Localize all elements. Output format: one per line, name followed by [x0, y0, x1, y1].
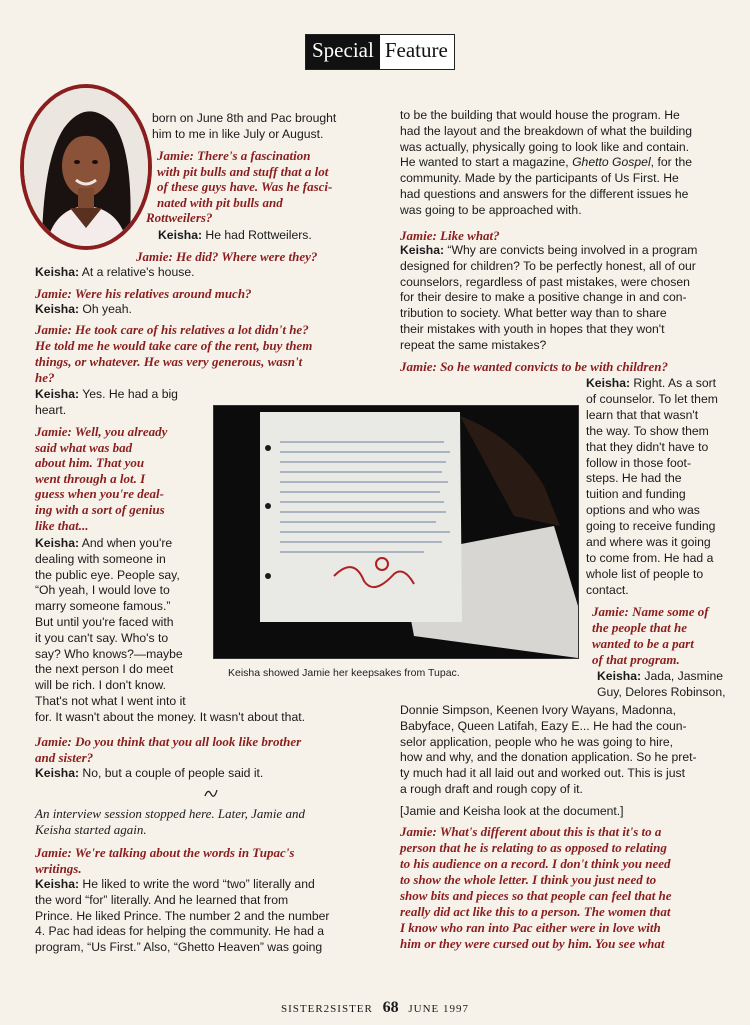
text-line: steps. He had the [586, 471, 682, 486]
text-line: community. Made by the participants of Us First. He [400, 171, 679, 186]
magazine-title: Ghetto Gospel [572, 155, 651, 170]
speaker-keisha: Keisha: [35, 536, 80, 550]
speaker-keisha: Keisha: [35, 877, 80, 891]
text-line: with pit bulls and stuff that a lot [157, 163, 329, 179]
question-where [136, 249, 376, 265]
text-line: follow in those foot- [586, 455, 692, 470]
text-line: whole list of people to [586, 566, 704, 581]
text-line: Donnie Simpson, Keenen Ivory Wayans, Madonna, [400, 703, 676, 717]
text-line: options and who was [586, 503, 700, 518]
question-relatives [35, 286, 385, 302]
text-line: him or they were cursed out by him. You see what [400, 936, 665, 951]
question-people [592, 604, 747, 668]
answer-text: Yes. He had a big [79, 387, 178, 401]
text-line: really did act like this to a person. The women that [400, 904, 671, 919]
page-footer [0, 999, 750, 1017]
issue-date: JUNE 1997 [408, 1003, 469, 1015]
text-line: going to receive funding [586, 519, 716, 534]
text-line: Jamie: Like what? [400, 228, 500, 243]
text-line: the way. To show them [586, 423, 709, 438]
answer-text: He had Rottweilers. [202, 228, 312, 242]
text-line: say? Who knows?—maybe [35, 646, 183, 661]
text-line: Jamie: So he wanted convicts to be with children? [400, 359, 668, 374]
text-line: program, “Us First.” Also, “Ghetto Heaven” was going [35, 940, 323, 955]
text-line: ty much had it all laid out and worked out. This is just [400, 766, 685, 781]
question-convicts-children [400, 359, 745, 375]
right-column-intro [400, 108, 745, 219]
text-line: born on June 8th and Pac brought [152, 111, 337, 125]
text-line: the next person I do meet [35, 662, 174, 677]
text-line: the people that he [592, 620, 687, 635]
question-genius [35, 424, 210, 533]
text-line: Guy, Delores Robinson, [597, 684, 726, 699]
text-line: He told me he would take care of the rent, buy them [35, 338, 313, 353]
text-line: he? [35, 370, 55, 385]
text-line: He wanted to start a magazine, [400, 155, 573, 170]
answer-text: And when you're [79, 536, 173, 550]
text-line: “Oh yeah, I would love to [35, 583, 170, 598]
text-line: Jamie: Well, you already [35, 424, 168, 439]
text-line: had the layout and the breakdown of what the building [400, 123, 693, 138]
text-line: things, or whatever. He was very generous, wasn't [35, 354, 303, 369]
speaker-keisha: Keisha: [586, 376, 631, 390]
speaker-keisha: Keisha: [35, 387, 80, 401]
speaker-keisha: Keisha: [35, 265, 80, 279]
section-header [305, 34, 455, 70]
text-line: Prince. He liked Prince. The number 2 and the number [35, 908, 330, 923]
speaker-keisha: Keisha: [158, 228, 203, 242]
answer-names [597, 669, 747, 701]
text-line: show bits and pieces so that people can feel that he [400, 888, 672, 903]
text-line: about him. That you [35, 455, 145, 471]
photo-caption: Keisha showed Jamie her keepsakes from Tupac. [228, 667, 460, 679]
text-line: heart. [35, 402, 67, 417]
text-line: will be rich. I don't know. [35, 678, 167, 693]
text-line: , for the [650, 155, 692, 170]
text-line: designed for children? To be perfectly honest, all of our [400, 258, 696, 273]
text-line: Jamie: There's a fascination [157, 148, 311, 163]
text-line: was going to be approached with. [400, 202, 582, 217]
question-generous [35, 322, 387, 386]
text-line: That's not what I went into it [35, 693, 186, 708]
text-line: Jamie: What's different about this is that it's to a [400, 824, 662, 839]
text-line: Jamie: We're talking about the words in Tupac's [35, 845, 295, 860]
bracket-note [400, 804, 745, 820]
answer-text: No, but a couple of people said it. [79, 766, 264, 780]
text-line: tribution to society. What better way than to share [400, 306, 667, 321]
speaker-keisha: Keisha: [35, 302, 80, 316]
text-line: the public eye. People say, [35, 567, 180, 582]
page-number: 68 [382, 999, 399, 1016]
text-line: how and why, and the donation application. So he pret- [400, 750, 697, 765]
answer-text: Jada, Jasmine [641, 669, 723, 683]
answer-big-heart [35, 387, 205, 418]
text-line: repeat the same mistakes? [400, 337, 547, 352]
text-line: of counselor. To let them [586, 391, 718, 406]
text-line: An interview session stopped here. Later, Jamie and [35, 806, 305, 821]
text-line: was actually, physically going to look like and contain. [400, 139, 690, 154]
text-line: [Jamie and Keisha look at the document.] [400, 804, 624, 818]
question-like-what [400, 228, 740, 244]
answer-counselor [586, 376, 746, 599]
text-line: to his audience on a record. I don't think you need [400, 856, 671, 871]
text-line: it you can't say. Who's to [35, 630, 169, 645]
text-line: had questions and answers for the different issues he [400, 186, 689, 201]
letter-photo [213, 405, 579, 659]
question-writings [35, 845, 387, 876]
text-line: But until you're faced with [35, 614, 174, 629]
speaker-keisha: Keisha: [597, 669, 642, 683]
question-letter [400, 824, 748, 952]
question-brother-sister [35, 734, 387, 765]
answer-rottweilers [158, 228, 378, 244]
text-line: that they didn't have to [586, 439, 709, 454]
text-line: Keisha started again. [35, 821, 147, 837]
text-line: writings. [35, 860, 82, 876]
section-break-ornament-icon [203, 786, 219, 800]
text-line: to be the building that would house the program. He [400, 108, 680, 122]
text-line: and where was it going [586, 535, 711, 550]
answer-names-continued [400, 703, 745, 798]
text-line: selor application, people who he was going to hire, [400, 734, 674, 749]
text-line: their mistakes with youth in hopes that they won't [400, 321, 665, 336]
text-line: marry someone famous.” [35, 599, 171, 614]
text-line: said what was bad [35, 439, 133, 455]
text-line: contact. [586, 582, 629, 597]
text-line: Jamie: Do you think that you all look like brother [35, 734, 302, 749]
text-line: to come from. He had a [586, 550, 714, 565]
magazine-name: SISTER2SISTER [281, 1003, 373, 1015]
answer-text: At a relative's house. [79, 265, 195, 279]
text-line: a rough draft and rough copy of it. [400, 781, 583, 796]
text-line: learn that that wasn't [586, 407, 699, 422]
speaker-keisha: Keisha: [400, 243, 445, 257]
text-line: him to me in like July or August. [152, 126, 324, 141]
answer-two-for [35, 877, 390, 956]
text-line: counselors, regardless of past mistakes, were chosen [400, 274, 690, 289]
text-line: dealing with someone in [35, 551, 166, 566]
text-line: of these guys have. Was he fasci- [157, 179, 333, 194]
text-line: the word “for” literally. And he learned that from [35, 892, 289, 907]
left-column-top [152, 111, 382, 142]
text-line: ing with a sort of genius [35, 501, 165, 517]
speaker-keisha: Keisha: [35, 766, 80, 780]
text-line: for. It wasn't about the money. It wasn't about that. [35, 709, 305, 724]
text-line: wanted to be a part [592, 636, 694, 651]
text-line: Babyface, Queen Latifah, Eazy E... He had the coun- [400, 718, 687, 733]
text-line: Jamie: Name some of [592, 604, 709, 619]
answer-convicts [400, 243, 745, 354]
text-line: Rottweilers? [146, 210, 213, 225]
text-line: nated with pit bulls and [157, 194, 283, 210]
header-special: Special [306, 35, 380, 69]
answer-text: Oh yeah. [79, 302, 132, 316]
text-line: Jamie: He took care of his relatives a lot didn't he? [35, 322, 309, 337]
text-line: to show the whole letter. I think you just need to [400, 872, 657, 887]
text-line: like that... [35, 517, 89, 533]
answer-text: “Why are convicts being involved in a program [444, 243, 698, 257]
text-line: Jamie: Were his relatives around much? [35, 286, 252, 301]
text-line: went through a lot. I [35, 470, 146, 486]
answer-text: He liked to write the word “two” literally and [79, 877, 315, 891]
text-line: I know who ran into Pac either were in love with [400, 920, 661, 935]
answer-text: Right. As a sort [630, 376, 717, 390]
answer-oh-yeah [35, 302, 385, 318]
text-line: and sister? [35, 749, 94, 765]
text-line: person that he is relating to as opposed to relating [400, 840, 667, 855]
text-line: of that program. [592, 652, 680, 667]
question-pit-bulls [146, 148, 387, 226]
portrait-photo [20, 84, 152, 250]
text-line: guess when you're deal- [35, 486, 164, 502]
left-column-main [35, 265, 385, 287]
interview-note [35, 806, 387, 837]
text-line: for their desire to make a positive change in and con- [400, 290, 687, 305]
answer-couple-people [35, 766, 385, 782]
text-line: Jamie: He did? Where were they? [136, 249, 318, 264]
header-feature: Feature [380, 35, 454, 69]
text-line: tuition and funding [586, 487, 686, 502]
text-line: 4. Pac had ideas for helping the community. He had a [35, 924, 325, 939]
